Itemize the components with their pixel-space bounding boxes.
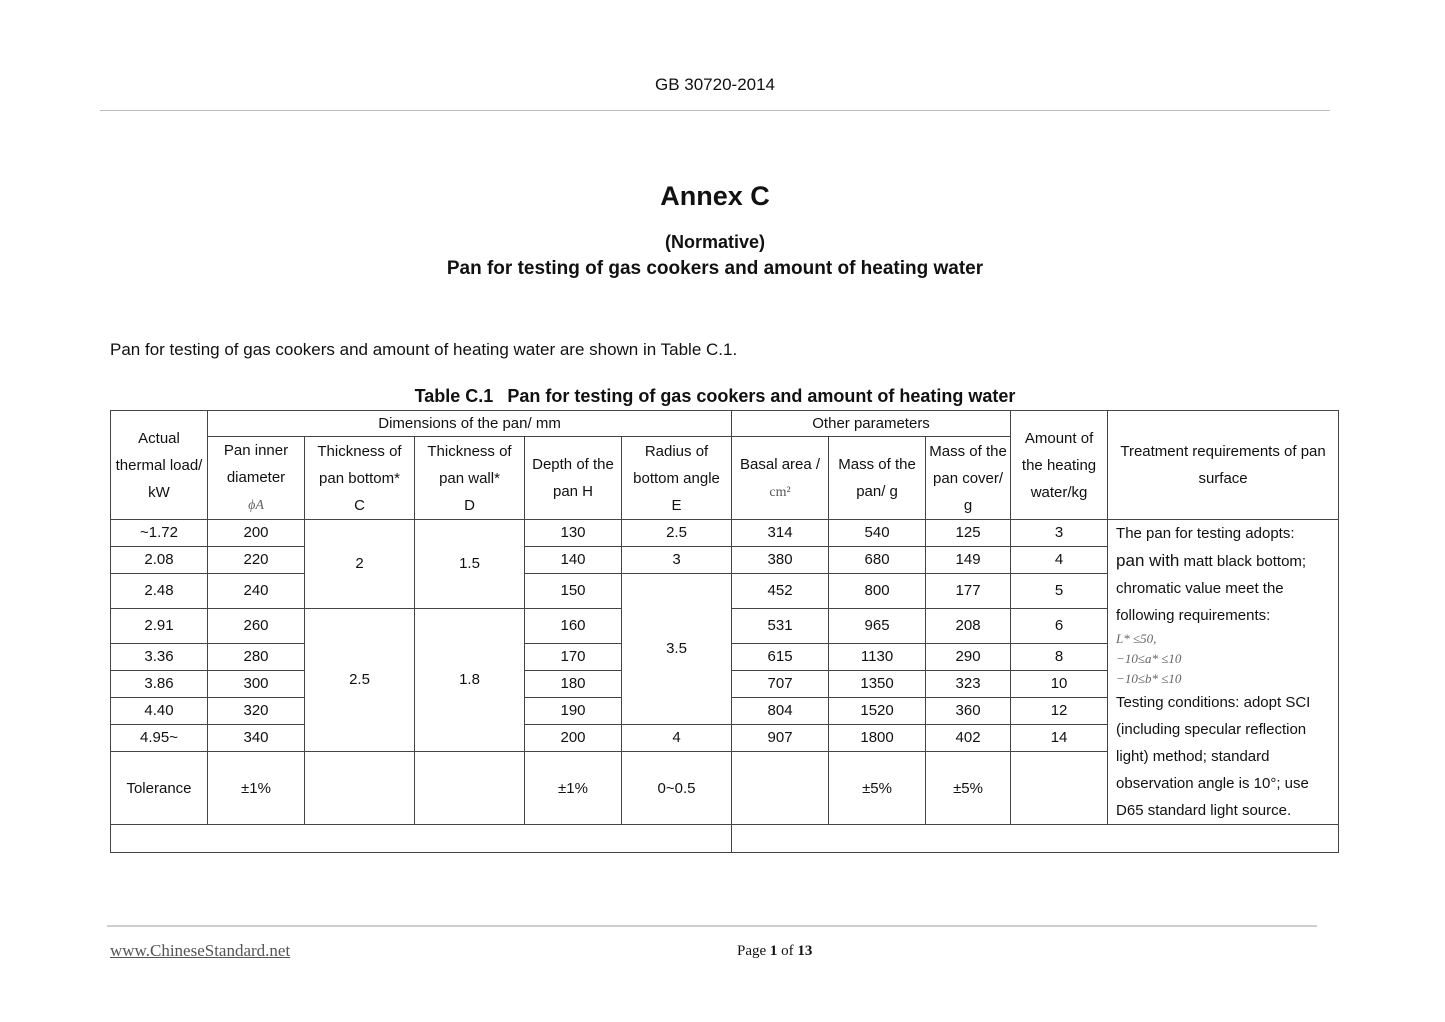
chroma-a-equation: −10≤a* ≤10 (1116, 651, 1182, 666)
header-inner-diameter: Pan inner diameter ϕA (208, 437, 305, 520)
table-row: 4.95~ 340 200 4 907 1800 402 14 (111, 725, 1339, 752)
header-thermal-load: Actual thermal load/ kW (111, 411, 208, 520)
header-basal-area: Basal area / cm² (732, 437, 829, 520)
tolerance-row: Tolerance ±1% ±1% 0~0.5 ±5% ±5% (111, 752, 1339, 825)
table-caption (0, 386, 1430, 407)
pan-spec-table (110, 410, 1339, 853)
header-cover-mass: Mass of the pan cover/ g (926, 437, 1011, 520)
bottom-radius-merged: 3.5 (622, 574, 732, 725)
annex-type: (Normative) (664, 232, 766, 252)
testing-conditions: Testing conditions: adopt SCI (including specular reflection light) method; standard observation angle is 10°; use D65 standard light source. (1116, 694, 1311, 819)
header-water-amount: Amount of the heating water/kg (1011, 411, 1108, 520)
header-wall-thickness: Thickness of pan wall* D (415, 437, 525, 520)
footer-divider (107, 925, 1317, 927)
chroma-l-equation: L* ≤50, (1116, 631, 1157, 646)
header-treatment: Treatment requirements of pan surface (1108, 411, 1339, 520)
table-row: 2.91 260 2.5 1.8 160 531 965 208 6 (111, 609, 1339, 644)
table-row: 3.36 280 170 615 1130 290 8 (111, 644, 1339, 671)
table-caption-number: Table C.1 (414, 386, 494, 406)
treatment-requirements: The pan for testing adopts: pan with matt black bottom; chromatic value meet the following requirements: L* ≤50, −10≤a* ≤10 −10≤b* ≤10 Testing conditions: adopt SCI (including specular reflection light) method; standard observation angle is 10°; use D65 standard light source. (1108, 520, 1339, 825)
annex-title: Annex C (660, 181, 770, 211)
header-bottom-thickness: Thickness of pan bottom* C (305, 437, 415, 520)
header-divider (100, 110, 1330, 111)
table-row: 2.08 220 140 3 380 680 149 4 (111, 547, 1339, 574)
table-row: ~1.72 200 2 1.5 130 2.5 314 540 125 3 The pan for testing adopts: pan with matt black bottom; chromatic value meet the following requirements: L* ≤50, −10≤a* ≤10 −10≤b* ≤10 Testing conditions: adopt SCI (including specular reflection light) method; standard observation angle is 10°; use D65 standard light source. (111, 520, 1339, 547)
bottom-thickness-group1: 2 (305, 520, 415, 609)
header-group-dimensions: Dimensions of the pan/ mm (208, 411, 732, 437)
header-pan-mass: Mass of the pan/ g (829, 437, 926, 520)
chroma-b-equation: −10≤b* ≤10 (1116, 671, 1182, 686)
blank-cell-left (111, 825, 732, 853)
intro-paragraph: Pan for testing of gas cookers and amount of heating water are shown in Table C.1. (110, 340, 738, 359)
table-row: 4.40 320 190 804 1520 360 12 (111, 698, 1339, 725)
wall-thickness-group2: 1.8 (415, 609, 525, 752)
diameter-symbol: ϕA (248, 498, 264, 513)
page-indicator: Page 1 of 13 (737, 943, 813, 959)
total-pages: 13 (797, 943, 813, 959)
wall-thickness-group1: 1.5 (415, 520, 525, 609)
table-row: 2.48 240 150 3.5 452 800 177 5 (111, 574, 1339, 609)
blank-cell-right (732, 825, 1339, 853)
table-row: 3.86 300 180 707 1350 323 10 (111, 671, 1339, 698)
table-caption-title: Pan for testing of gas cookers and amount of heating water (507, 386, 1016, 406)
annex-heading: Pan for testing of gas cookers and amount of heating water (446, 258, 984, 279)
blank-footer-row (111, 825, 1339, 853)
bottom-thickness-group2: 2.5 (305, 609, 415, 752)
website-link[interactable]: www.ChineseStandard.net (110, 941, 291, 960)
current-page: 1 (769, 943, 778, 959)
document-header-code: GB 30720-2014 (654, 75, 776, 94)
header-depth: Depth of the pan H (525, 437, 622, 520)
header-bottom-radius: Radius of bottom angle E (622, 437, 732, 520)
basal-area-unit: cm² (769, 484, 791, 500)
header-row-1 (111, 411, 1339, 437)
header-group-other: Other parameters (732, 411, 1011, 437)
